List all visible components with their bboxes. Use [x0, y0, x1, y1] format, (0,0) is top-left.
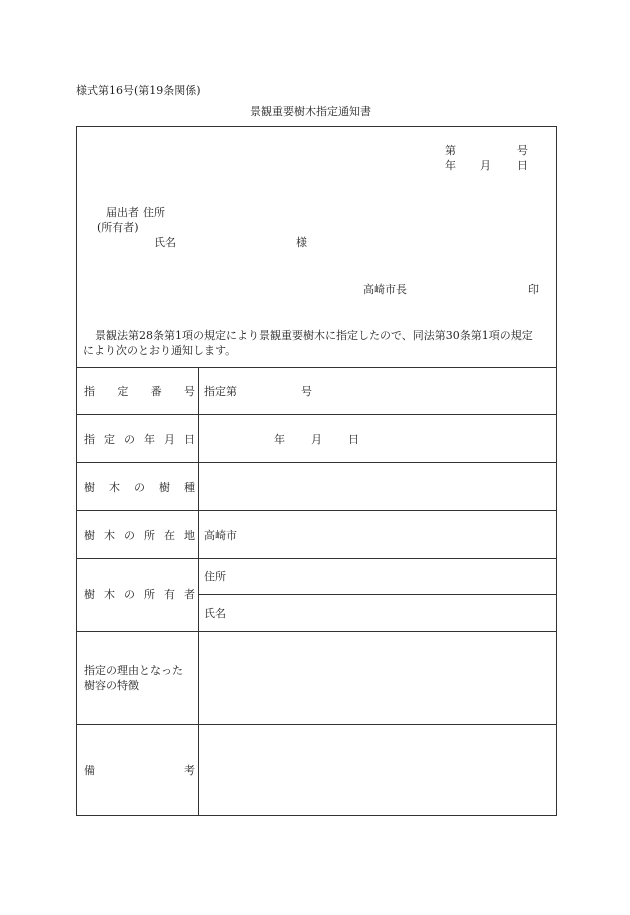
notifier-address-label: 住所	[143, 206, 165, 219]
remarks-label	[84, 764, 195, 777]
label-char: 定	[104, 433, 115, 446]
body-text-line2: により次のとおり通知します。	[83, 344, 237, 357]
document-title: 景観重要樹木指定通知書	[250, 105, 371, 118]
features-label-line1: 指定の理由となった	[84, 664, 183, 677]
row-divider	[77, 414, 556, 415]
label-char: 号	[183, 385, 195, 398]
label-char: 指	[84, 433, 95, 446]
label-char: の	[124, 433, 135, 446]
notification-form	[76, 126, 557, 816]
table-top-line	[77, 367, 556, 368]
designation-number-label	[84, 385, 195, 398]
label-char: 樹	[84, 529, 95, 542]
label-char: 樹	[84, 588, 95, 601]
label-char: 指	[84, 385, 95, 398]
doc-number-go: 号	[517, 144, 528, 157]
label-char: 木	[109, 481, 120, 494]
row-divider	[77, 631, 556, 632]
label-char: 所	[144, 529, 155, 542]
label-char: 番	[150, 385, 162, 398]
row-divider	[77, 462, 556, 463]
label-char: 年	[144, 433, 155, 446]
label-char: 所	[144, 588, 155, 601]
label-char: 木	[104, 529, 115, 542]
label-char: 定	[117, 385, 129, 398]
designation-date-label	[84, 433, 195, 446]
label-char: の	[124, 588, 135, 601]
label-char: 樹	[159, 481, 170, 494]
designation-date-month: 月	[311, 433, 322, 446]
label-char: 月	[164, 433, 175, 446]
label-char: 日	[184, 433, 195, 446]
tree-location-label	[84, 529, 195, 542]
doc-number-dai: 第	[445, 144, 456, 157]
label-char: 種	[184, 481, 195, 494]
notifier-honorific: 様	[296, 236, 307, 249]
label-char: の	[124, 529, 135, 542]
doc-date-year: 年	[445, 159, 456, 172]
table-column-divider	[198, 367, 199, 815]
designation-date-year: 年	[274, 433, 285, 446]
tree-location-value: 高崎市	[204, 529, 237, 542]
designation-number-suffix: 号	[301, 385, 312, 398]
row-divider	[77, 724, 556, 725]
notifier-label: 届出者	[106, 206, 139, 219]
label-char: 者	[184, 588, 195, 601]
label-char: の	[134, 481, 145, 494]
row-divider	[77, 558, 556, 559]
label-char: 考	[184, 764, 195, 777]
features-label-line2: 樹容の特徴	[84, 679, 139, 692]
notifier-owner-paren: (所有者)	[97, 221, 139, 234]
issuer-title: 高崎市長	[363, 283, 407, 296]
label-char: 樹	[84, 481, 95, 494]
label-char: 備	[84, 764, 95, 777]
label-char: 木	[104, 588, 115, 601]
tree-species-label	[84, 481, 195, 494]
body-text-line1: 景観法第28条第1項の規定により景観重要樹木に指定したので、同法第30条第1項の規定	[95, 329, 533, 342]
owner-sub-divider	[198, 594, 556, 595]
doc-date-month: 月	[480, 159, 491, 172]
designation-date-day: 日	[348, 433, 359, 446]
doc-date-day: 日	[517, 159, 528, 172]
row-divider	[77, 510, 556, 511]
tree-owner-address-label: 住所	[204, 570, 226, 583]
issuer-seal: 印	[528, 283, 539, 296]
designation-number-prefix: 指定第	[204, 385, 237, 398]
label-char: 在	[164, 529, 175, 542]
tree-owner-name-label: 氏名	[204, 607, 226, 620]
notifier-name-label: 氏名	[154, 236, 176, 249]
label-char: 地	[184, 529, 195, 542]
form-number: 様式第16号(第19条関係)	[76, 84, 201, 97]
label-char: 有	[164, 588, 175, 601]
tree-owner-label	[84, 588, 195, 601]
